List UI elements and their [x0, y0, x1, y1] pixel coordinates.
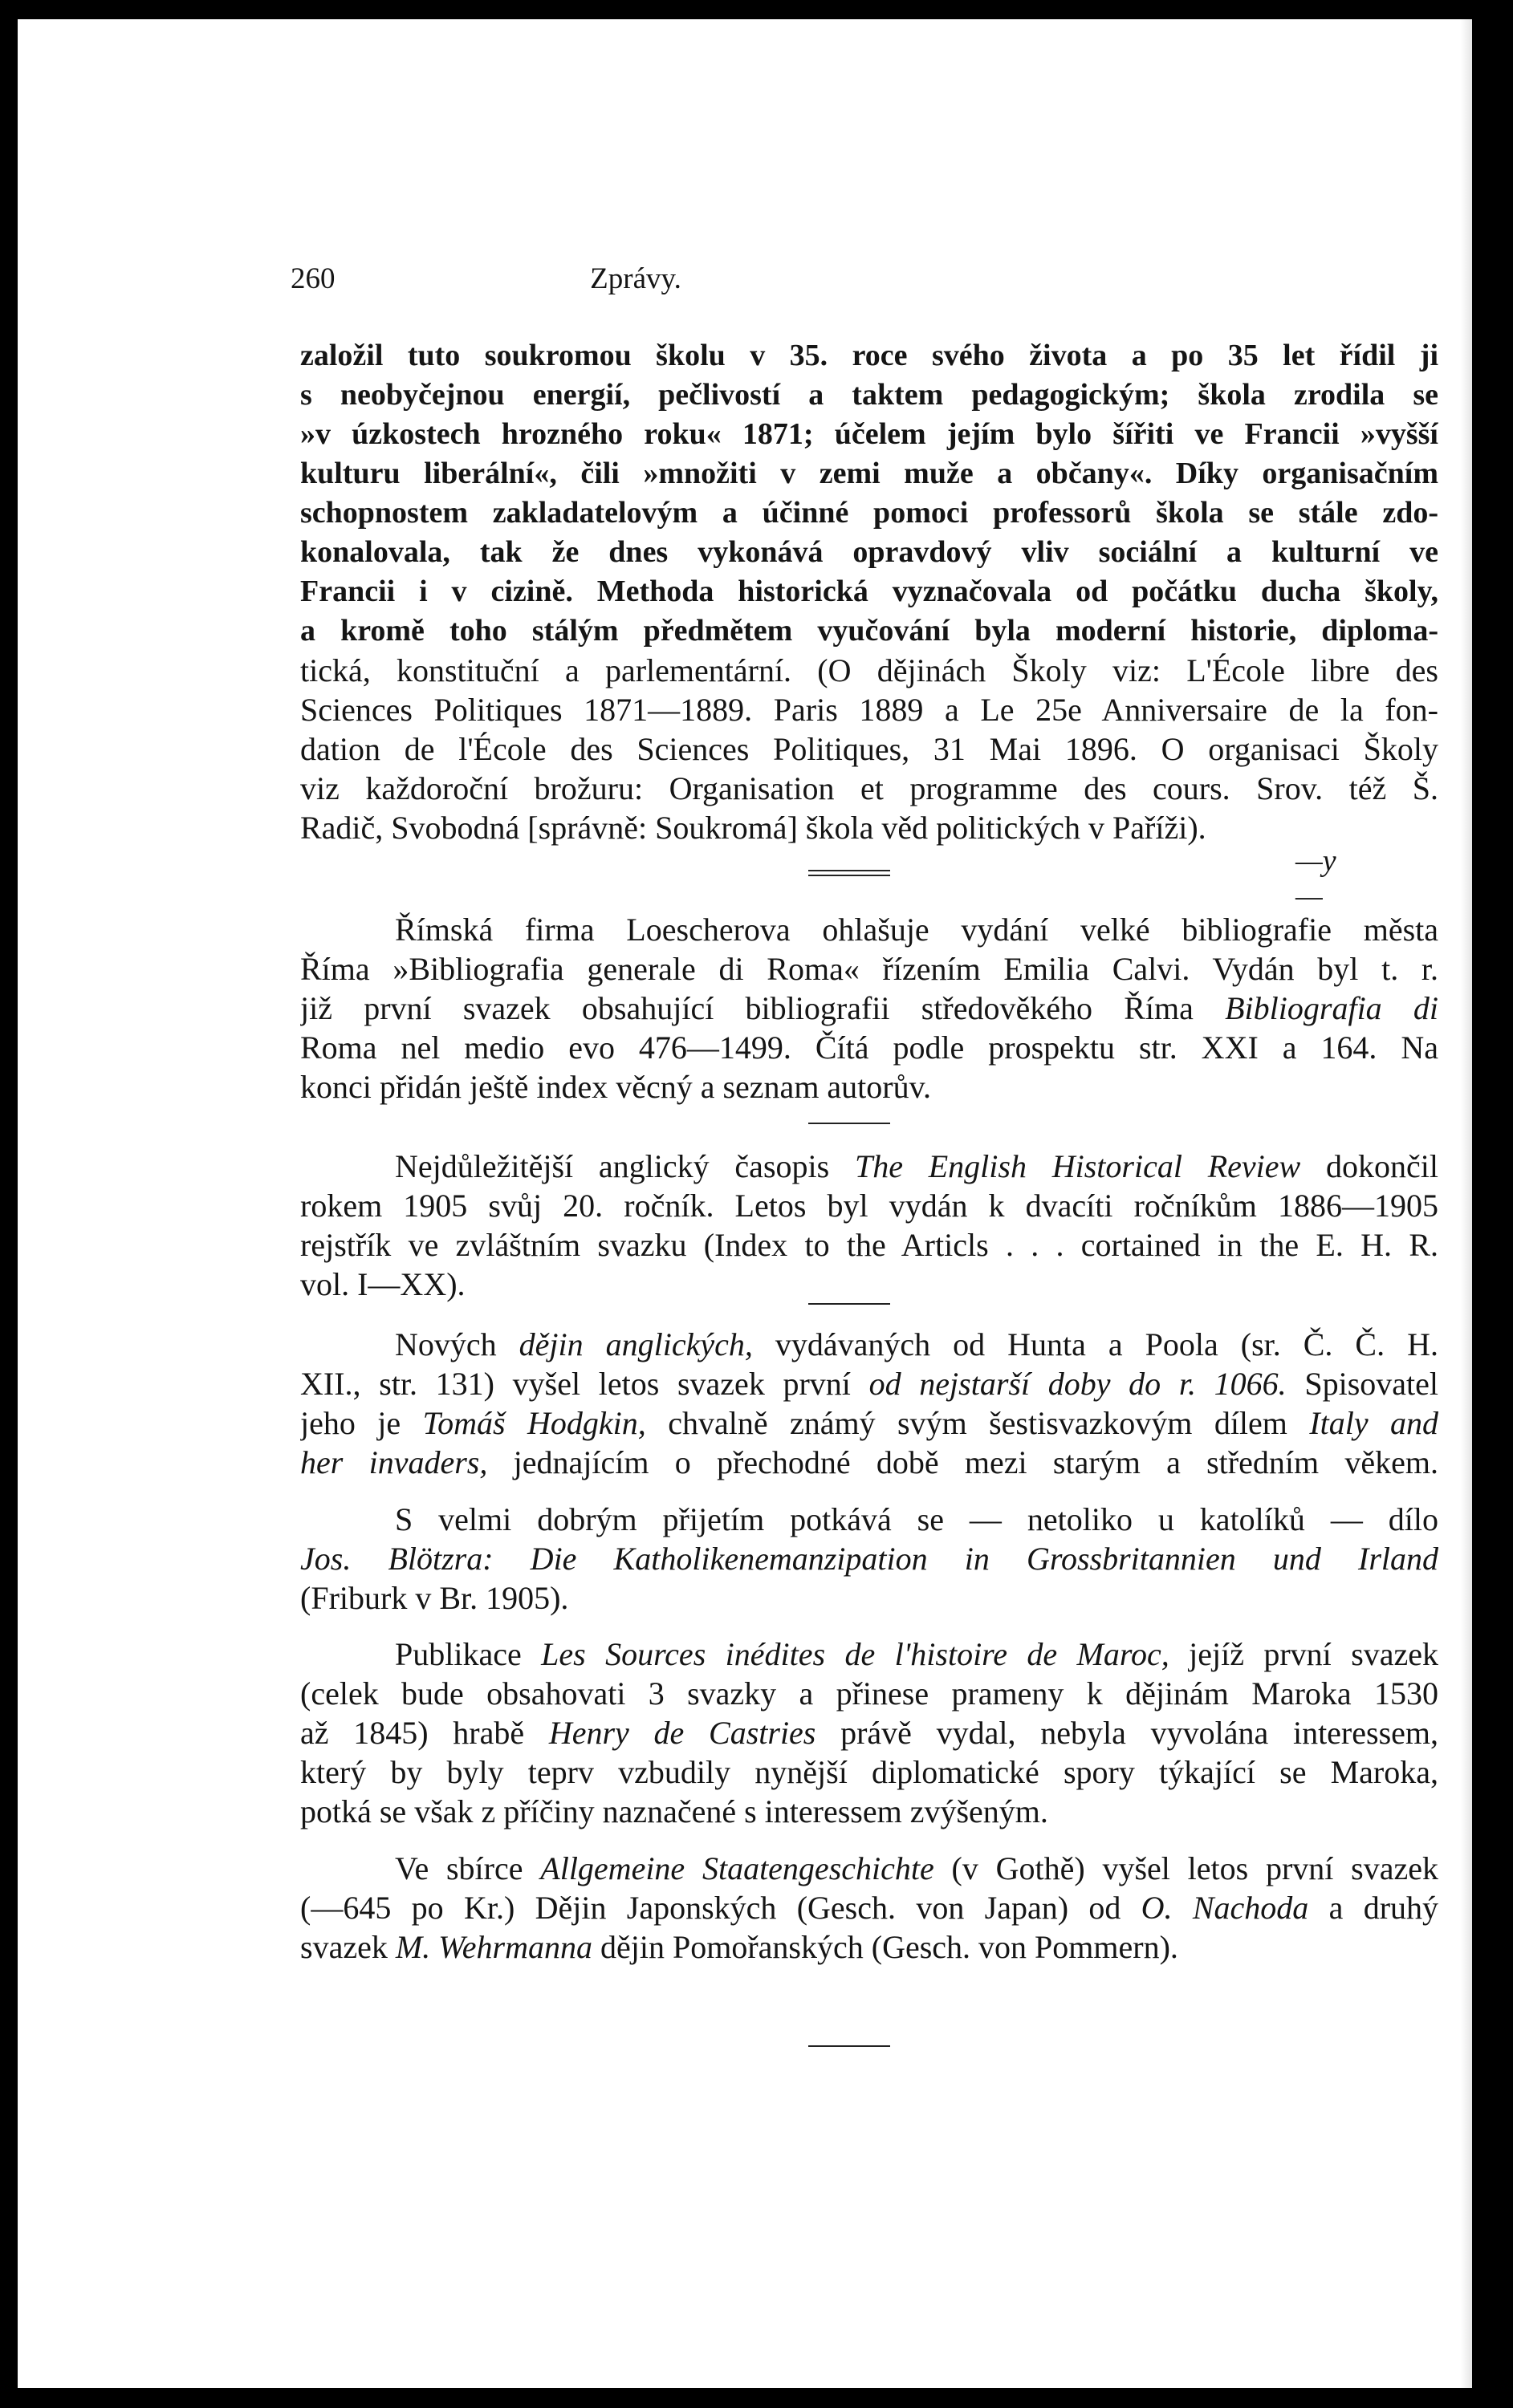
text-line: Francii i v cizině. Methoda historická vyznačovala od počátku ducha školy,: [300, 575, 1438, 608]
text-line: který by byly teprv vzbudily nynější diplomatické spory týkající se Maroka,: [300, 1754, 1438, 1790]
text-line: Ve sbírce Allgemeine Staatengeschichte (v Gothě) vyšel letos první svazek: [395, 1850, 1438, 1886]
page-edge-shadow: [1461, 19, 1472, 2388]
text-line: Radič, Svobodná [správně: Soukromá] škola věd politických v Paříži).: [300, 810, 1206, 846]
text-line: (Friburk v Br. 1905).: [300, 1580, 569, 1616]
text-line: rokem 1905 svůj 20. ročník. Letos byl vydán k dvacíti ročníkům 1886—1905: [300, 1188, 1438, 1224]
text-line: s neobyčejnou energií, pečlivostí a taktem pedagogickým; škola zrodila se: [300, 378, 1438, 412]
text-line: Nejdůležitější anglický časopis The English Historical Review dokončil: [395, 1148, 1438, 1184]
text-line: konalovala, tak že dnes vykonává opravdový vliv sociální a kulturní ve: [300, 535, 1438, 569]
separator-rule: [808, 1123, 890, 1124]
running-header: [291, 262, 981, 300]
text-line: Nových dějin anglických, vydávaných od Hunta a Poola (sr. Č. Č. H.: [395, 1326, 1438, 1362]
text-line: Publikace Les Sources inédites de l'histoire de Maroc, jejíž první svazek: [395, 1636, 1438, 1672]
separator-double-rule: [808, 870, 890, 871]
text-line: her invaders, jednajícím o přechodné době mezi starým a středním věkem.: [300, 1444, 1438, 1480]
text-line: schopnostem zakladatelovým a účinné pomoci professorů škola se stále zdo-: [300, 496, 1438, 530]
text-line: založil tuto soukromou školu v 35. roce svého života a po 35 let řídil ji: [300, 339, 1438, 372]
text-line: konci přidán ještě index věcný a seznam autorův.: [300, 1069, 932, 1105]
text-line: rejstřík ve zvláštním svazku (Index to the Articls . . . cortained in the E. H. R.: [300, 1227, 1438, 1263]
page-title: Zprávy.: [590, 262, 681, 295]
text-line: Jos. Blötzra: Die Katholikenemanzipation in Grossbritannien und Irland: [300, 1541, 1438, 1577]
text-line: svazek M. Wehrmanna dějin Pomořanských (Gesch. von Pommern).: [300, 1929, 1178, 1965]
end-rule: [808, 2045, 890, 2047]
text-line: viz každoroční brožuru: Organisation et programme des cours. Srov. též Š.: [300, 770, 1438, 806]
text-line: jeho je Tomáš Hodgkin, chvalně známý svým šestisvazkovým dílem Italy and: [300, 1405, 1438, 1441]
text-line: Roma nel medio evo 476—1499. Čítá podle prospektu str. XXI a 164. Na: [300, 1029, 1438, 1066]
text-line: Římská firma Loescherova ohlašuje vydání velké bibliografie města: [395, 912, 1438, 948]
scanned-page: [18, 19, 1472, 2388]
text-line: (—645 po Kr.) Dějin Japonských (Gesch. von Japan) od O. Nachoda a druhý: [300, 1890, 1438, 1926]
page-number: 260: [291, 262, 336, 295]
text-line: tická, konstituční a parlementární. (O dějinách Školy viz: L'École libre des: [300, 652, 1438, 688]
text-line: vol. I—XX).: [300, 1266, 466, 1302]
text-line: dation de l'École des Sciences Politiques, 31 Mai 1896. O organisaci Školy: [300, 731, 1438, 767]
text-line: »v úzkostech hrozného roku« 1871; účelem jejím bylo šířiti ve Francii »vyšší: [300, 417, 1438, 451]
author-signature: —y—: [1295, 844, 1336, 913]
text-line: až 1845) hrabě Henry de Castries právě vydal, nebyla vyvolána interessem,: [300, 1715, 1438, 1751]
text-line: S velmi dobrým přijetím potkává se — netoliko u katolíků — dílo: [395, 1501, 1438, 1537]
text-line: XII., str. 131) vyšel letos svazek první od nejstarší doby do r. 1066. Spisovatel: [300, 1366, 1438, 1402]
text-line: (celek bude obsahovati 3 svazky a přinese prameny k dějinám Maroka 1530: [300, 1675, 1438, 1712]
text-line: a kromě toho stálým předmětem vyučování byla moderní historie, diploma-: [300, 614, 1438, 648]
separator-rule: [808, 1303, 890, 1305]
text-line: Sciences Politiques 1871—1889. Paris 1889 a Le 25e Anniversaire de la fon-: [300, 692, 1438, 728]
text-line: Říma »Bibliografia generale di Roma« řízením Emilia Calvi. Vydán byl t. r.: [300, 951, 1438, 987]
text-line: již první svazek obsahující bibliografii středověkého Říma Bibliografia di: [300, 990, 1438, 1026]
text-line: potká se však z příčiny naznačené s interessem zvýšeným.: [300, 1793, 1048, 1829]
text-line: kulturu liberální«, čili »množiti v zemi muže a občany«. Díky organisačním: [300, 457, 1438, 490]
separator-double-rule: [808, 875, 890, 876]
